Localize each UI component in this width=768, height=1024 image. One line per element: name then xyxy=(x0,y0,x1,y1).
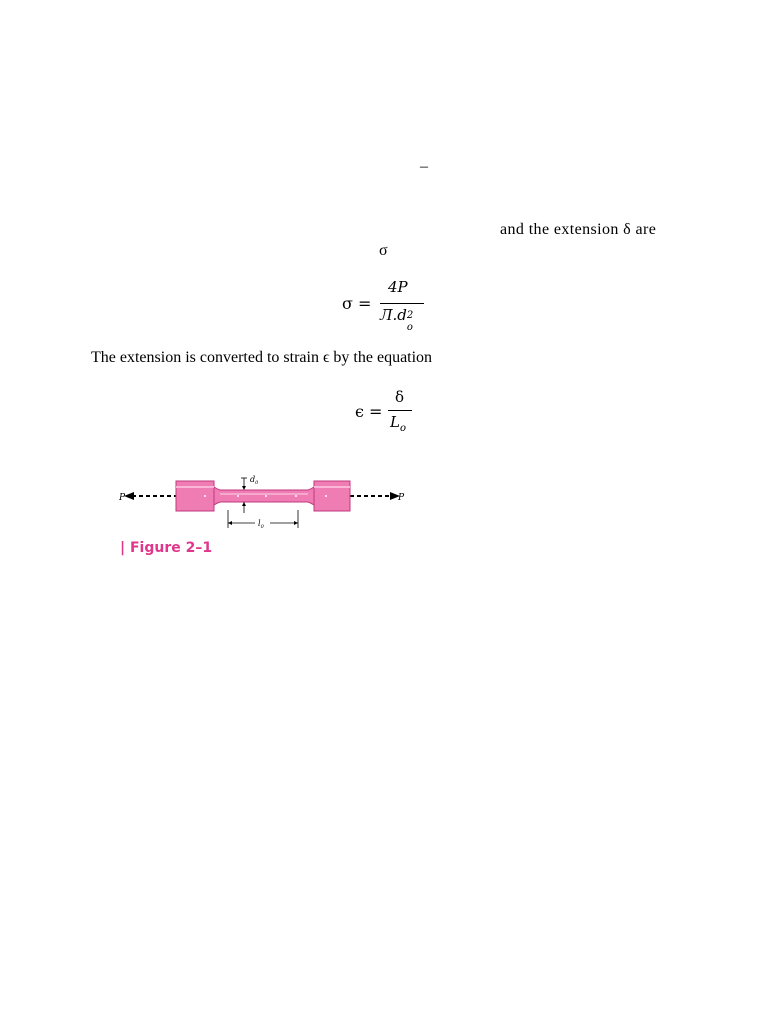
text-line-extension: and the extension δ are xyxy=(500,221,657,238)
tensile-specimen-figure xyxy=(110,470,410,540)
strain-equation-denominator: $L_o$ xyxy=(390,413,406,434)
figure-caption: | Figure 2–1 xyxy=(120,540,213,556)
strain-equation-numerator: δ xyxy=(395,388,405,406)
diameter-marker xyxy=(241,475,259,490)
stress-equation-numerator: 4P xyxy=(388,278,408,296)
stress-equation-denominator: Л.d 2 o xyxy=(380,306,414,333)
strain-equation-fraction-bar xyxy=(388,410,412,411)
strain-sentence: The extension is converted to strain ϵ by the equation xyxy=(91,349,433,366)
left-arrow-icon xyxy=(124,492,134,500)
gauge-length-label: $l_0$ xyxy=(258,519,264,530)
left-load-label: P xyxy=(119,493,126,503)
right-load-label: P xyxy=(398,493,405,503)
strain-equation-lhs: ϵ = xyxy=(355,402,383,421)
gauge-length-marker xyxy=(228,502,298,530)
dash-mark: – xyxy=(420,158,428,175)
sigma-symbol: σ xyxy=(379,242,388,259)
specimen-body xyxy=(176,481,350,511)
stress-equation xyxy=(342,278,432,333)
stress-equation-lhs: σ = xyxy=(342,294,372,313)
strain-equation xyxy=(355,388,425,440)
stress-equation-fraction-bar xyxy=(380,303,424,304)
diameter-label: $d_0$ xyxy=(250,475,259,486)
